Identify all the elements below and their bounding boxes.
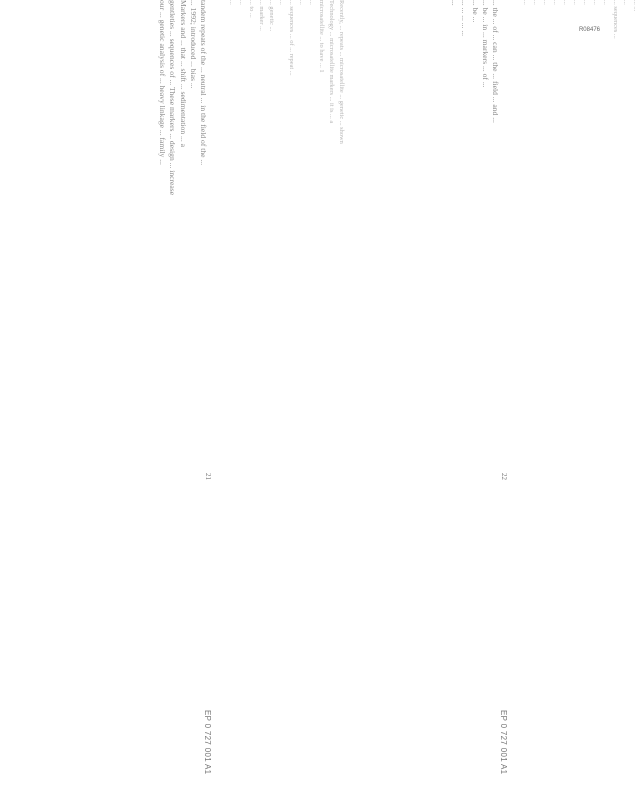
text-line: ... ... bbox=[632, 0, 639, 12]
text-line: ... be ... in ... markers ... of ... bbox=[480, 0, 490, 88]
publication-number: EP 0 727 001 A1 bbox=[203, 710, 212, 775]
text-line: ... bbox=[450, 0, 460, 6]
text-line: tandem repeats of the ... neutral ... in the field of the ... bbox=[199, 0, 208, 166]
text-line: ... bbox=[622, 0, 629, 5]
text-line: ... ... ... ... ... bbox=[460, 0, 470, 37]
right-page-text bbox=[442, 0, 500, 800]
text-line: ... bbox=[572, 0, 579, 5]
text-line: ... to ... bbox=[248, 0, 255, 18]
text-line: ... sequences ... of ... repeat ... bbox=[288, 0, 295, 76]
text-line: ... bbox=[278, 0, 285, 5]
text-line: ... bbox=[522, 0, 529, 5]
text-line: ... marker ... bbox=[258, 0, 265, 31]
text-line: ... be ... bbox=[470, 0, 480, 23]
text-line: ... bbox=[582, 0, 589, 5]
text-line: ... bbox=[238, 0, 245, 5]
text-line: Technology ... microsatellite markers ... it is ... a bbox=[328, 0, 335, 124]
text-line: Markers and ... that ... shift ... sedimentation ... a bbox=[178, 0, 188, 147]
text-line: ... bbox=[298, 0, 305, 5]
text-line: ... bbox=[542, 0, 549, 5]
text-line: ... bbox=[562, 0, 569, 5]
text-line: ... the ... of ... can ... the ... field ... and ... bbox=[491, 0, 500, 123]
text-line: ... bbox=[532, 0, 539, 5]
text-line: ... bbox=[308, 0, 315, 5]
text-line: Recently, ... repeats ... microsatellite ... genetic ... shown bbox=[338, 0, 345, 144]
text-line: gentleties ... sequences of ... These markers ... design ... increase bbox=[168, 0, 178, 196]
page-number: 21 bbox=[204, 473, 212, 480]
text-line: ... bbox=[552, 0, 559, 5]
text-line: ... bbox=[228, 0, 235, 5]
text-line: ... bbox=[602, 0, 609, 5]
text-line: ... genetic ... bbox=[268, 0, 275, 32]
text-line: our ... genetic analysis of ... heavy linkage ... family ... bbox=[158, 0, 168, 165]
text-line: ... sequences ... bbox=[612, 0, 619, 39]
publication-number: EP 0 727 001 A1 bbox=[499, 710, 508, 775]
text-line: microsatellite ... to have ... 1 bbox=[318, 0, 325, 73]
text-line: ... 1992; introduced ... bias ... bbox=[188, 0, 198, 89]
left-page-text bbox=[150, 0, 208, 800]
page-number: 22 bbox=[500, 473, 508, 480]
document-tag: R08476 bbox=[578, 27, 600, 33]
text-line: ... bbox=[592, 0, 599, 5]
